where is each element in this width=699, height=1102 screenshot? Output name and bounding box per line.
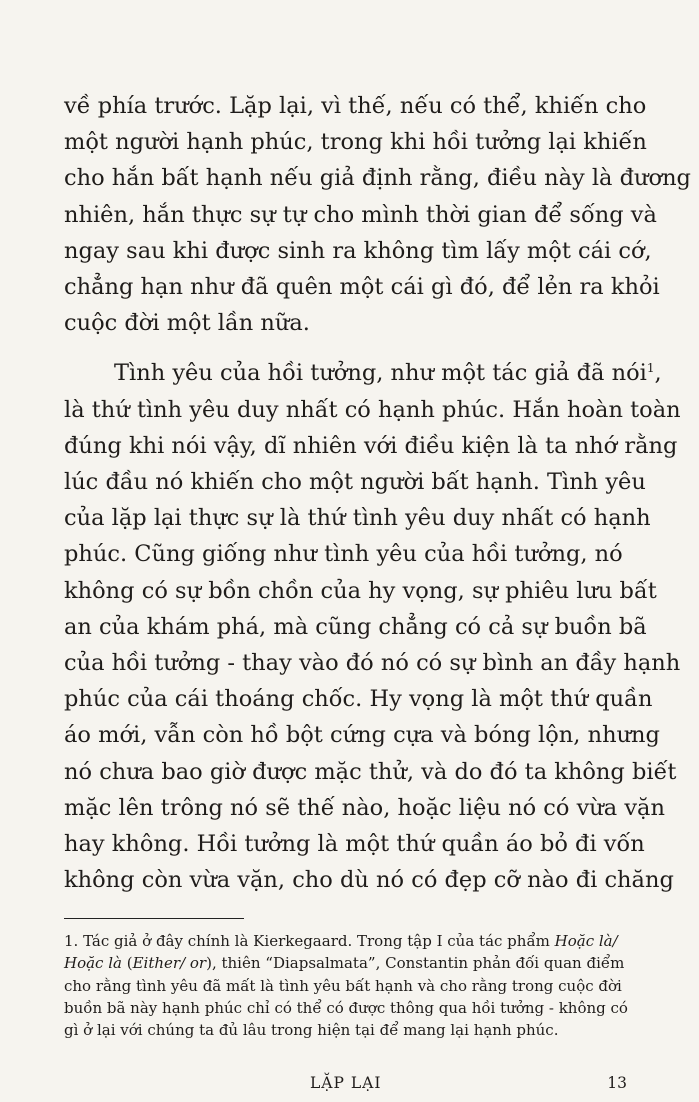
- book-title-italic: Hoặc là: [64, 954, 122, 973]
- text-line: nhiên, hắn thực sự tự cho mình thời gian để sống và: [64, 201, 657, 228]
- footnote-text: (: [121, 954, 133, 973]
- page-number: 13: [607, 1074, 627, 1092]
- text-line: chẳng hạn như đã quên một cái gì đó, để lẻn ra khỏi: [64, 274, 660, 301]
- footnote-line: cho rằng tình yêu đã mất là tình yêu bất hạnh và cho rằng trong cuộc đời: [64, 976, 622, 995]
- text-line: của lặp lại thực sự là thứ tình yêu duy nhất có hạnh: [64, 505, 651, 532]
- paragraph-2: [64, 355, 681, 898]
- footnote-reference: 1: [646, 361, 655, 376]
- text-line: không còn vừa vặn, cho dù nó có đẹp cỡ nào đi chăng: [64, 867, 674, 894]
- text-line: không có sự bồn chồn của hy vọng, sự phiêu lưu bất: [64, 577, 657, 604]
- footnote-line: [64, 930, 629, 952]
- text-line: một người hạnh phúc, trong khi hồi tưởng lại khiến: [64, 129, 647, 156]
- text-line: lúc đầu nó khiến cho một người bất hạnh. Tình yêu: [64, 469, 646, 496]
- footnote-line: buồn bã này hạnh phúc chỉ có thể có được thông qua hồi tưởng - không có: [64, 998, 628, 1017]
- footnote-text: 1. Tác giả ở đây chính là Kierkegaard. Trong tập I của tác phẩm: [64, 932, 555, 950]
- footnote-divider: [64, 918, 244, 919]
- text-line: phúc của cái thoáng chốc. Hy vọng là một thứ quần: [64, 686, 653, 713]
- text-line: cuộc đời một lần nữa.: [64, 310, 310, 337]
- paragraph-2-opening-end: ,: [654, 360, 662, 387]
- running-title: LẶP LẠI: [310, 1074, 382, 1092]
- text-line: hay không. Hồi tưởng là một thứ quần áo bỏ đi vốn: [64, 831, 645, 858]
- footnote-line: gì ở lại với chúng ta đủ lâu trong hiện tại để mang lại hạnh phúc.: [64, 1021, 559, 1040]
- text-line: đúng khi nói vậy, dĩ nhiên với điều kiện là ta nhớ rằng: [64, 432, 678, 459]
- book-title-english-italic: Either/ or: [132, 954, 207, 973]
- text-line: nó chưa bao giờ được mặc thử, và do đó ta không biết: [64, 758, 677, 785]
- footnote: [64, 930, 629, 1041]
- footnote-text: ), thiên “Diapsalmata”, Constantin phản đối quan điểm: [206, 954, 625, 973]
- text-line: ngay sau khi được sinh ra không tìm lấy một cái cớ,: [64, 237, 652, 264]
- main-text: [64, 88, 691, 898]
- text-line: an của khám phá, mà cũng chẳng có cả sự buồn bã: [64, 613, 647, 640]
- text-line: [64, 355, 662, 391]
- book-title-italic: Hoặc là/: [554, 932, 618, 950]
- text-line: cho hắn bất hạnh nếu giả định rằng, điều này là đương: [64, 165, 691, 192]
- text-line: phúc. Cũng giống như tình yêu của hồi tưởng, nó: [64, 541, 623, 568]
- text-line: về phía trước. Lặp lại, vì thế, nếu có thể, khiến cho: [64, 93, 647, 119]
- paragraph-2-opening: Tình yêu của hồi tưởng, như một tác giả đã nói: [114, 360, 647, 387]
- text-line: áo mới, vẫn còn hồ bột cứng cựa và bóng lộn, nhưng: [64, 722, 660, 749]
- paragraph-1: [64, 88, 691, 341]
- text-line: mặc lên trông nó sẽ thế nào, hoặc liệu nó có vừa vặn: [64, 794, 665, 821]
- footnote-line: [64, 952, 629, 974]
- text-line: của hồi tưởng - thay vào đó nó có sự bình an đầy hạnh: [64, 650, 681, 677]
- text-line: là thứ tình yêu duy nhất có hạnh phúc. Hắn hoàn toàn: [64, 396, 681, 423]
